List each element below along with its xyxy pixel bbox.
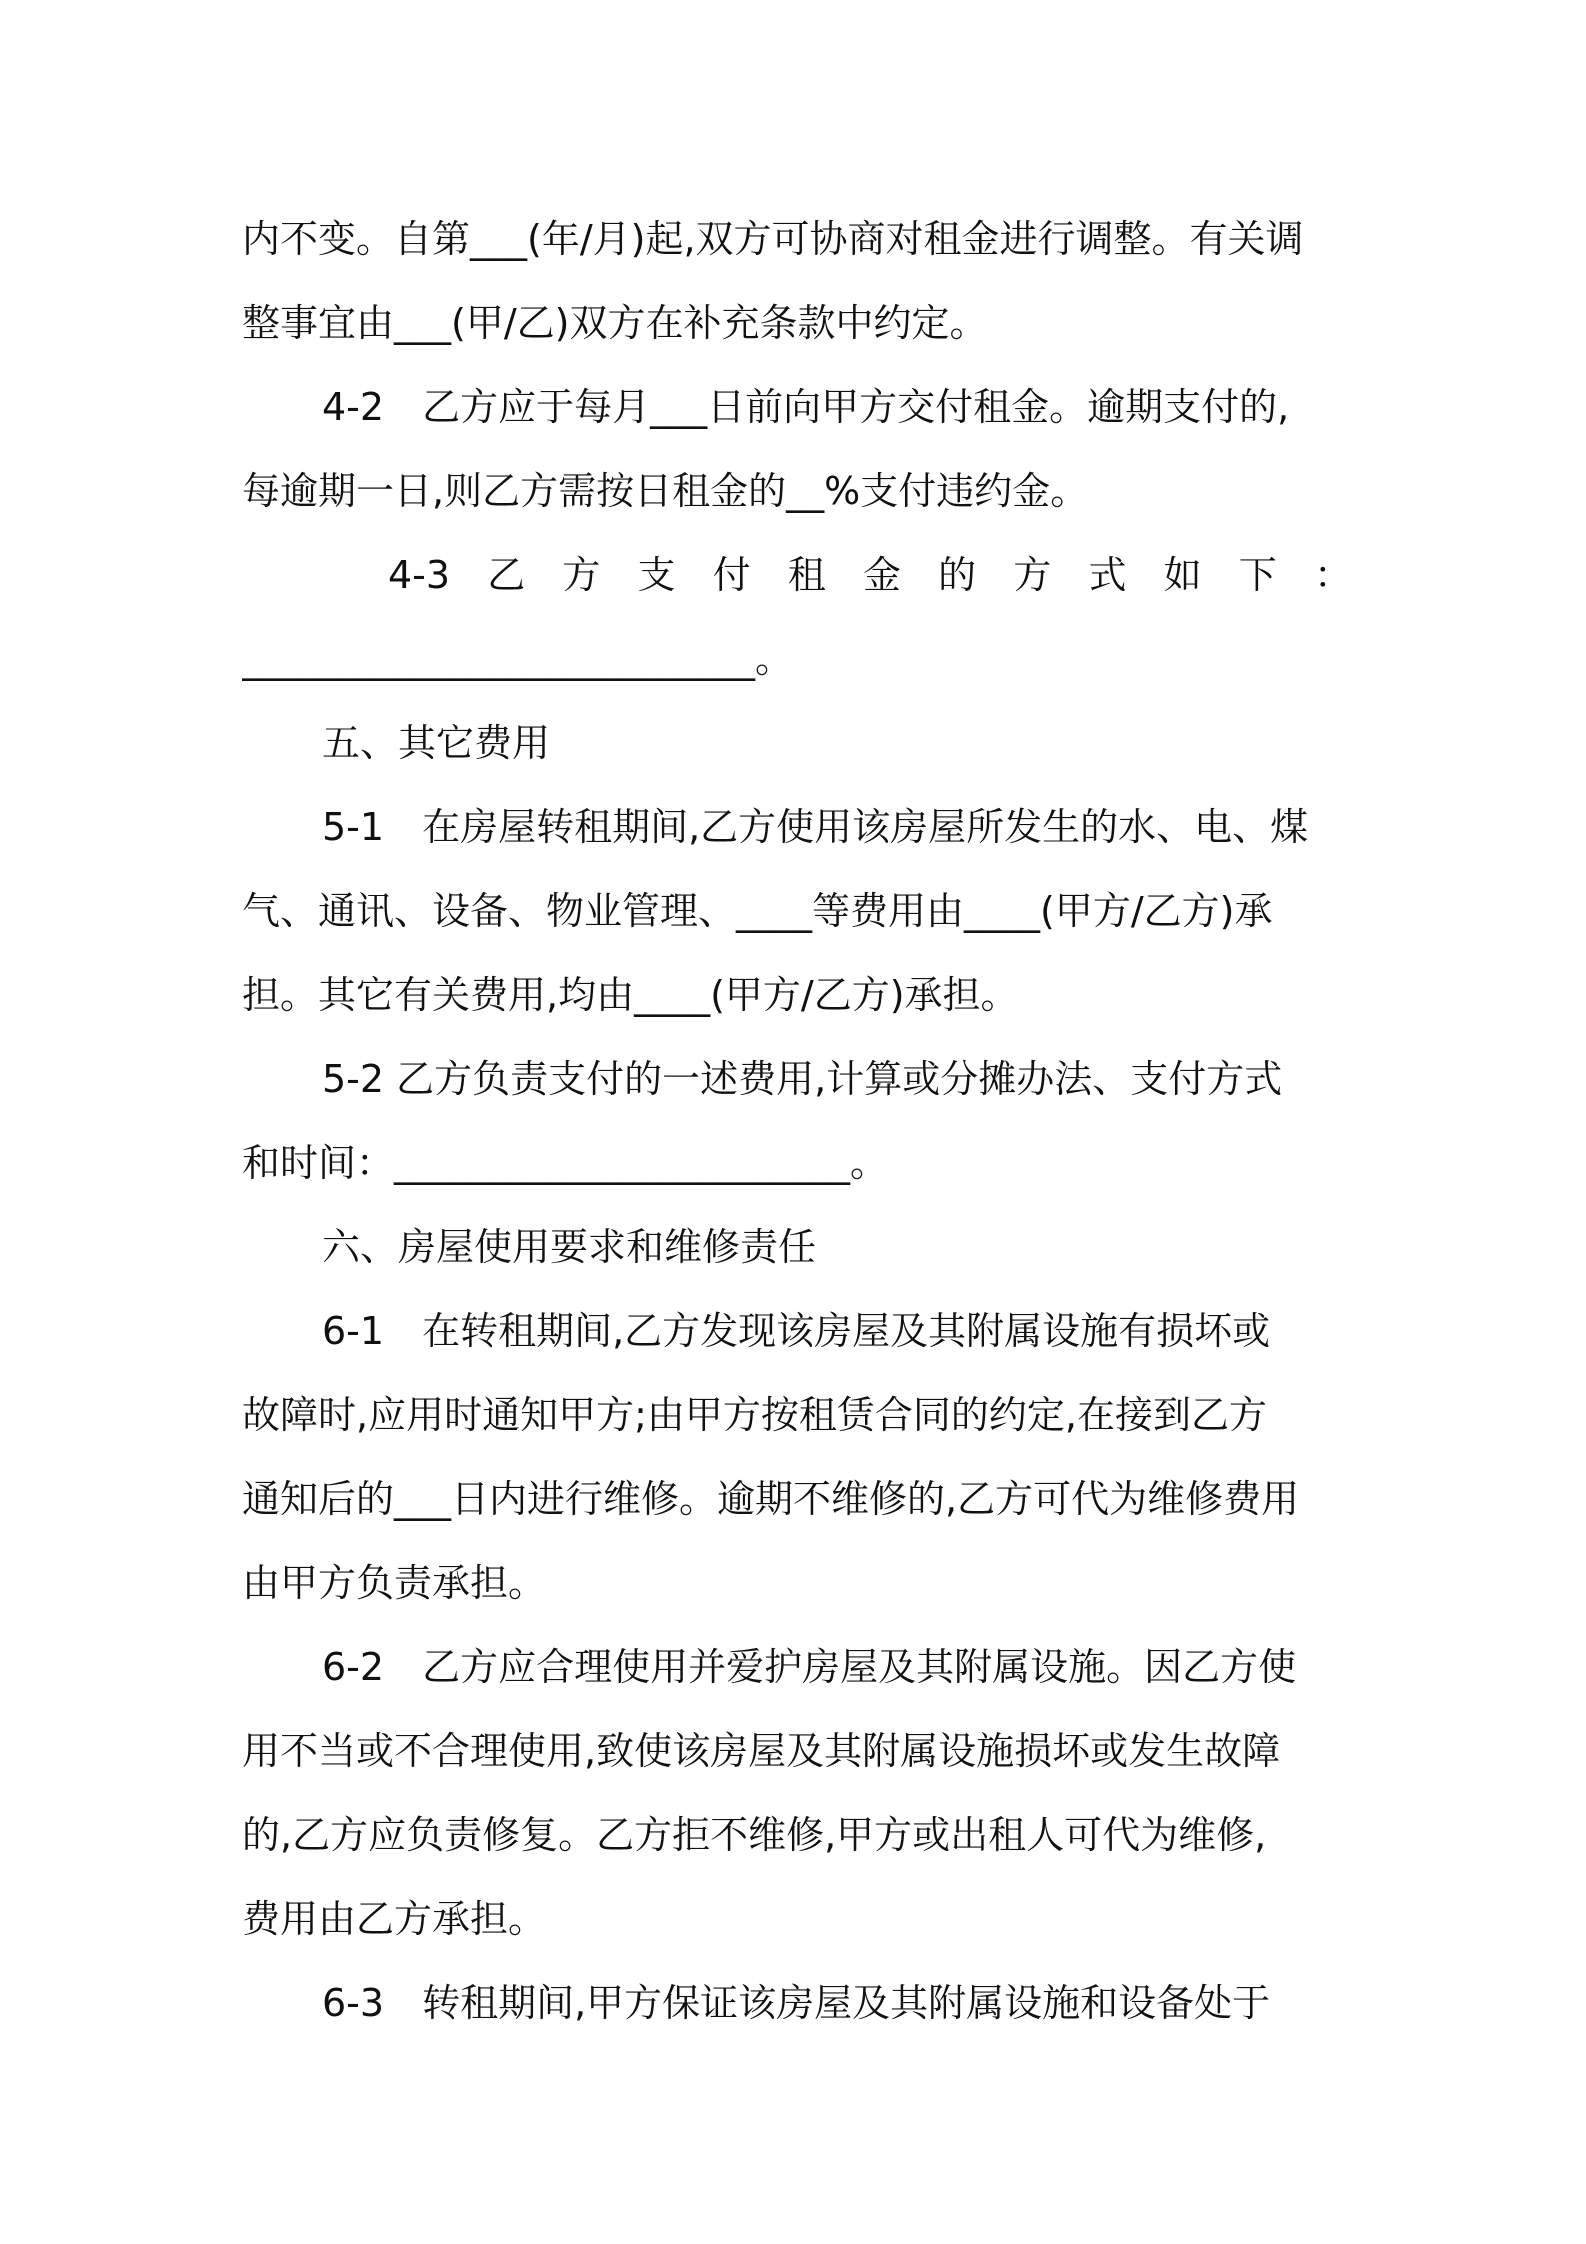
text-line: 费用由乙方承担。 xyxy=(242,1897,547,1941)
clause-char: 金 xyxy=(863,553,902,597)
clause-6-1: 6-1 在转租期间,乙方发现该房屋及其附属设施有损坏或 xyxy=(322,1309,1271,1353)
text-line: 由甲方负责承担。 xyxy=(242,1561,547,1605)
section-heading-6: 六、房屋使用要求和维修责任 xyxy=(322,1225,817,1269)
clause-6-3: 6-3 转租期间,甲方保证该房屋及其附属设施和设备处于 xyxy=(322,1981,1271,2025)
document-body xyxy=(242,197,1352,2045)
text-line: 内不变。自第___(年/月)起,双方可协商对租金进行调整。有关调 xyxy=(242,217,1304,261)
clause-6-2: 6-2 乙方应合理使用并爱护房屋及其附属设施。因乙方使 xyxy=(322,1645,1297,1689)
text-line: 每逾期一日,则乙方需按日租金的__%支付违约金。 xyxy=(242,469,1089,513)
clause-char: ： xyxy=(1313,553,1352,597)
clause-char: 租 xyxy=(787,553,826,597)
clause-char: 方 xyxy=(1013,553,1052,597)
clause-char: 如 xyxy=(1163,553,1202,597)
clause-number: 4-3 xyxy=(388,553,451,597)
text-line: 和时间：________________________。 xyxy=(242,1141,889,1185)
text-line: 故障时,应用时通知甲方;由甲方按租赁合同的约定,在接到乙方 xyxy=(242,1393,1267,1437)
text-line: 的,乙方应负责修复。乙方拒不维修,甲方或出租人可代为维修, xyxy=(242,1813,1267,1857)
clause-5-1: 5-1 在房屋转租期间,乙方使用该房屋所发生的水、电、煤 xyxy=(322,805,1309,849)
clause-char: 付 xyxy=(712,553,751,597)
clause-4-3 xyxy=(242,533,1352,617)
clause-char: 方 xyxy=(562,553,601,597)
text-line: 通知后的___日内进行维修。逾期不维修的,乙方可代为维修费用 xyxy=(242,1477,1300,1521)
clause-char: 支 xyxy=(637,553,676,597)
text-line: 用不当或不合理使用,致使该房屋及其附属设施损坏或发生故障 xyxy=(242,1729,1281,1773)
clause-char: 的 xyxy=(938,553,977,597)
clause-char: 下 xyxy=(1238,553,1277,597)
text-line: 整事宜由___(甲/乙)双方在补充条款中约定。 xyxy=(242,301,988,345)
clause-4-2: 4-2 乙方应于每月___日前向甲方交付租金。逾期支付的, xyxy=(322,385,1290,429)
text-line: 气、通讯、设备、物业管理、____等费用由____(甲方/乙方)承 xyxy=(242,889,1273,933)
clause-5-2: 5-2 乙方负责支付的一述费用,计算或分摊办法、支付方式 xyxy=(322,1057,1283,1101)
clause-char: 乙 xyxy=(487,553,526,597)
section-heading-5: 五、其它费用 xyxy=(322,721,551,765)
text-line: 担。其它有关费用,均由____(甲方/乙方)承担。 xyxy=(242,973,1019,1017)
clause-char: 式 xyxy=(1088,553,1127,597)
blank-line: ___________________________。 xyxy=(242,637,794,681)
